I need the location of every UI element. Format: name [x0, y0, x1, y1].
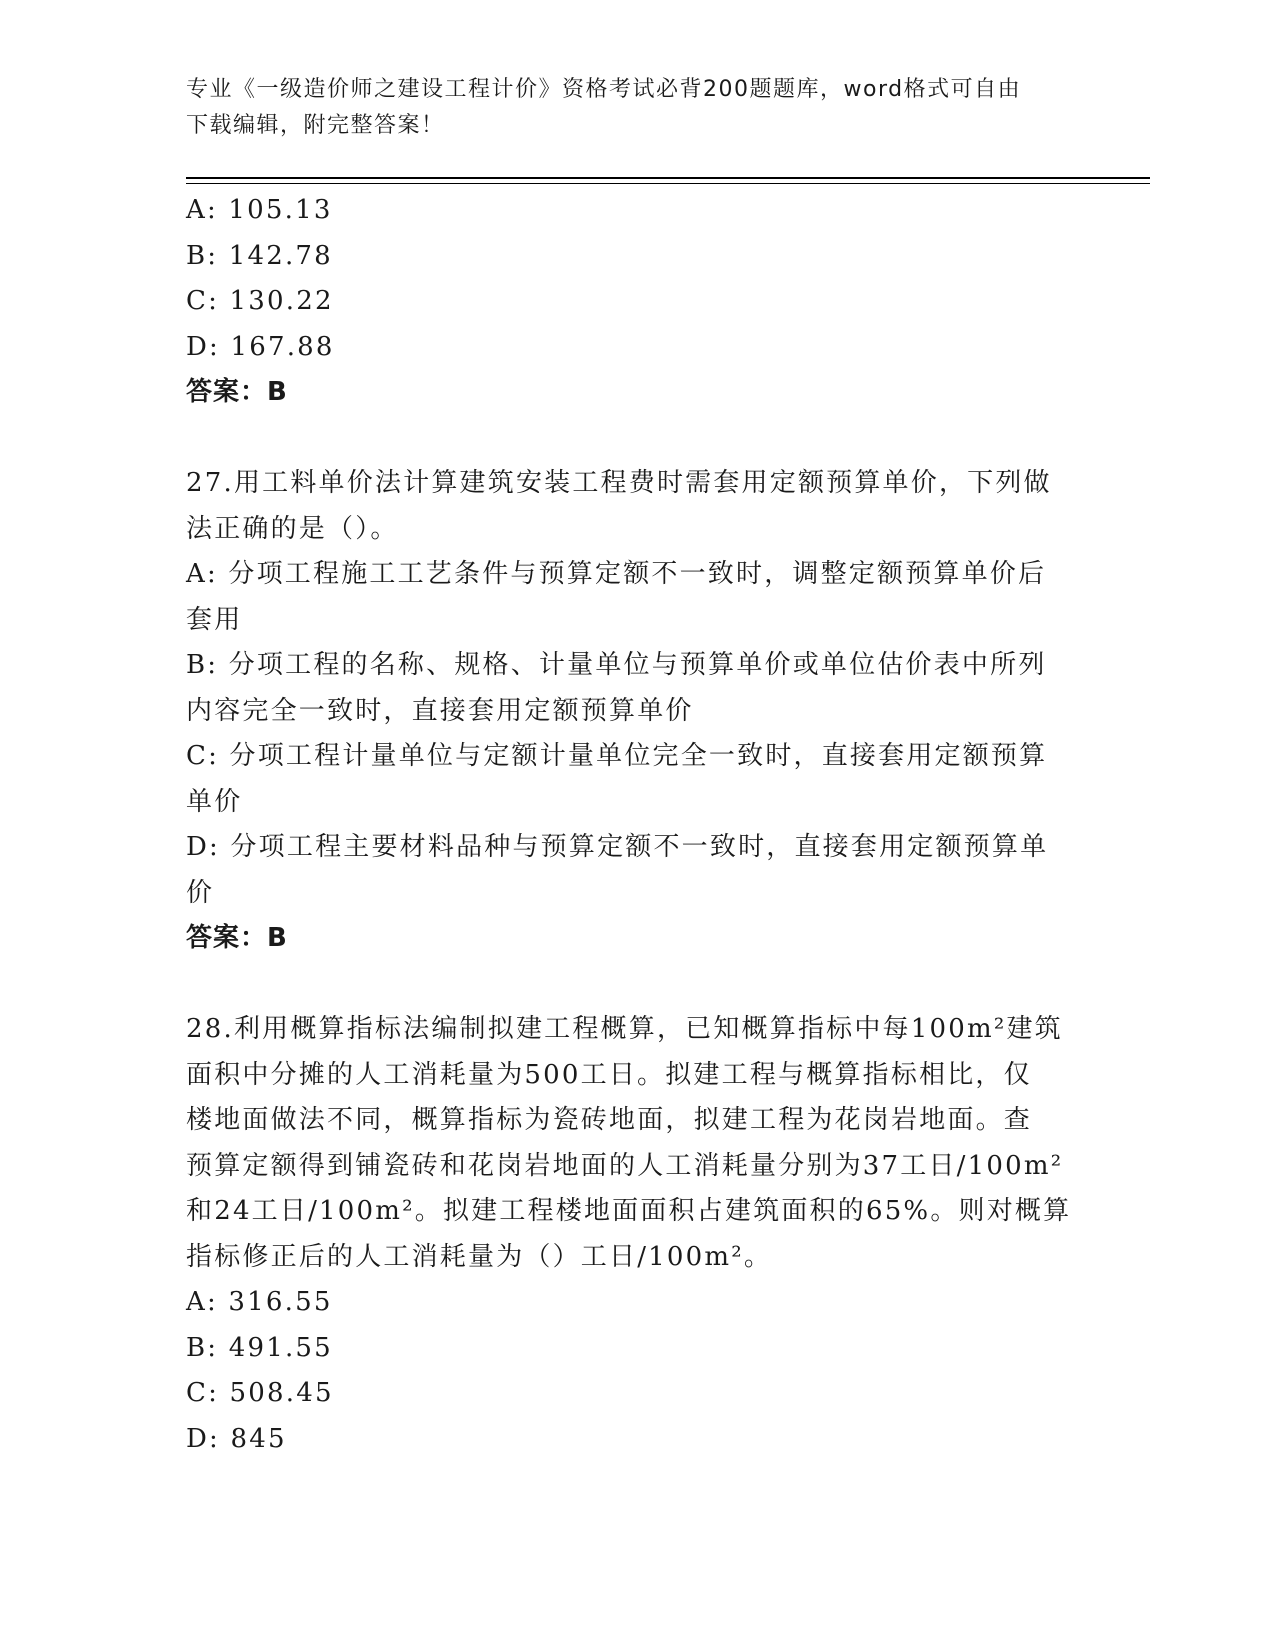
answer: 答案：B [186, 377, 288, 407]
question-stem-line: 27.用工料单价法计算建筑安装工程费时需套用定额预算单价，下列做 [186, 468, 1052, 498]
answer: 答案：B [186, 923, 288, 953]
option-a: A: 105.13 [186, 195, 333, 225]
question-content [186, 188, 1086, 1462]
question-stem-line: 预算定额得到铺瓷砖和花岗岩地面的人工消耗量分别为37工日/100m² [186, 1150, 1064, 1181]
option-b-cont: 内容完全一致时，直接套用定额预算单价 [186, 695, 694, 726]
question-26 [186, 188, 1086, 416]
option-c-cont: 单价 [186, 786, 243, 817]
option-b: B: 491.55 [186, 1332, 333, 1363]
question-28 [186, 1007, 1086, 1462]
header-rule-thick [186, 177, 1150, 179]
header-rule-thin [186, 183, 1150, 184]
option-a: A: 分项工程施工工艺条件与预算定额不一致时，调整定额预算单价后 [186, 559, 1047, 589]
option-d-cont: 价 [186, 877, 215, 908]
question-stem-line: 面积中分摊的人工消耗量为500工日。拟建工程与概算指标相比，仅 [186, 1059, 1032, 1090]
header-line-1: 专业《一级造价师之建设工程计价》资格考试必背200题题库，word格式可自由 [186, 77, 1022, 102]
document-header [186, 72, 1086, 144]
option-a: A: 316.55 [186, 1287, 333, 1317]
option-c: C: 分项工程计量单位与定额计量单位完全一致时，直接套用定额预算 [186, 741, 1048, 771]
header-line-2: 下载编辑，附完整答案！ [186, 113, 445, 138]
option-d: D: 167.88 [186, 331, 335, 362]
question-stem-line: 楼地面做法不同，概算指标为瓷砖地面，拟建工程为花岗岩地面。查 [186, 1105, 1033, 1135]
option-c: C: 508.45 [186, 1378, 334, 1408]
question-27 [186, 461, 1086, 962]
question-stem-line: 28.利用概算指标法编制拟建工程概算，已知概算指标中每100m²建筑 [186, 1014, 1063, 1044]
option-a-cont: 套用 [186, 604, 243, 635]
question-stem-line: 和24工日/100m²。拟建工程楼地面面积占建筑面积的65%。则对概算 [186, 1196, 1072, 1226]
option-c: C: 130.22 [186, 286, 334, 316]
option-d: D: 分项工程主要材料品种与预算定额不一致时，直接套用定额预算单 [186, 832, 1049, 862]
question-stem-line: 法正确的是（）。 [186, 513, 399, 544]
option-d: D: 845 [186, 1423, 287, 1454]
question-stem-line: 指标修正后的人工消耗量为（）工日/100m²。 [186, 1241, 773, 1272]
option-b: B: 142.78 [186, 240, 333, 271]
option-b: B: 分项工程的名称、规格、计量单位与预算单价或单位估价表中所列 [186, 650, 1047, 680]
spacer [186, 962, 1086, 1008]
spacer [186, 416, 1086, 462]
